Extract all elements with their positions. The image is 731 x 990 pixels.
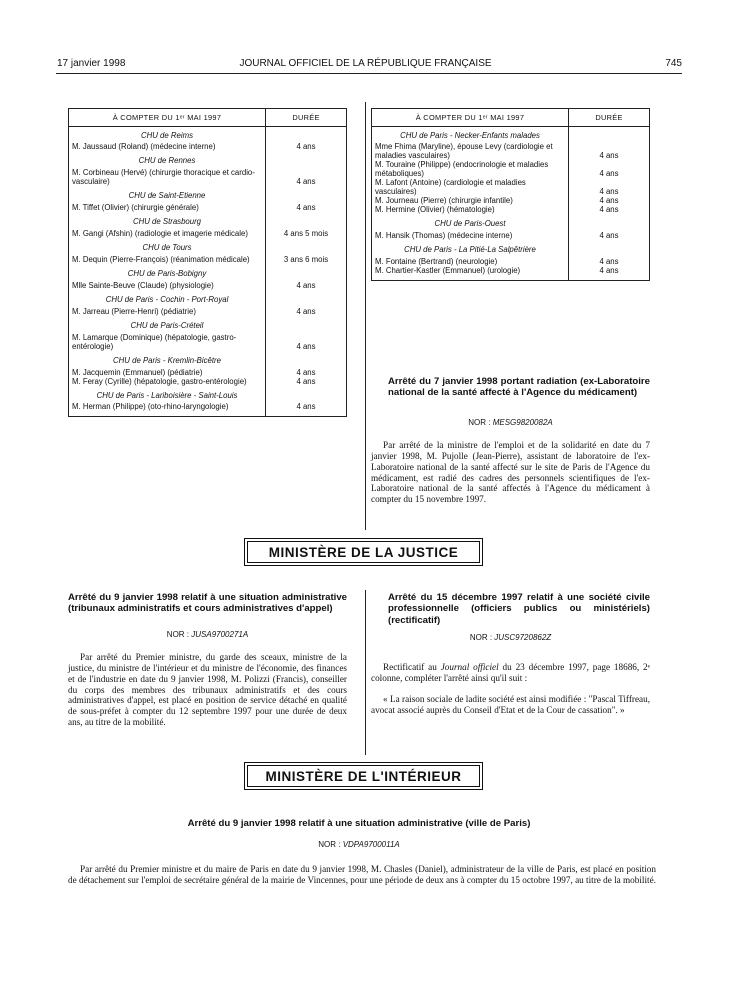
- chu-name: CHU de Saint-Etienne: [69, 187, 266, 204]
- person-entry: M. Feray (Cyrille) (hépatologie, gastro-entérologie): [69, 378, 266, 387]
- chu-name: CHU de Tours: [69, 239, 266, 256]
- chu-name: CHU de Rennes: [69, 152, 266, 169]
- chu-heading-row: [69, 126, 347, 143]
- person-entry: M. Jacquemin (Emmanuel) (pédiatrie): [69, 369, 266, 378]
- column-separator: [365, 102, 366, 530]
- chu-name: CHU de Paris-Créteil: [69, 317, 266, 334]
- duree-value: 3 ans 6 mois: [283, 255, 329, 265]
- person-entry: M. Corbineau (Hervé) (chirurgie thoracique et cardio-vasculaire): [69, 169, 266, 187]
- arrete-medicament-nor: NOR : MESG9820082A: [468, 418, 553, 427]
- chu-heading-row: [372, 241, 650, 258]
- duree-value: 4 ans: [599, 196, 619, 206]
- left-appointments-table: [68, 108, 347, 417]
- person-entry: M. Jaussaud (Roland) (médecine interne): [69, 143, 266, 152]
- arrete-scp-body-2: « La raison sociale de ladite société est ainsi modifiée : "Pascal Tiffreau, avocat associé auprès du Conseil d'Etat et de la Cour de cassation". »: [371, 694, 650, 715]
- arrete-scp-body-1: Rectificatif au Journal officiel du 23 décembre 1997, page 18686, 2ᵉ colonne, compléter l'arrêté ainsi qu'il suit :: [371, 662, 650, 683]
- table-row: [69, 256, 347, 265]
- chu-heading-row: [69, 387, 347, 404]
- chu-name: CHU de Paris-Bobigny: [69, 265, 266, 282]
- chu-name: CHU de Reims: [69, 126, 266, 143]
- duree-value: 4 ans: [599, 151, 619, 161]
- person-entry: M. Dequin (Pierre-François) (réanimation médicale): [69, 256, 266, 265]
- person-entry: M. Herman (Philippe) (oto-rhino-laryngologie): [69, 403, 266, 416]
- chu-name: CHU de Paris-Ouest: [372, 215, 569, 232]
- duree-value: 4 ans: [296, 376, 316, 386]
- arrete-interieur-nor: NOR : VDPA9700011A: [318, 840, 400, 849]
- table-row: [69, 230, 347, 239]
- column-separator-justice: [365, 590, 366, 755]
- arrete-interieur-title: Arrêté du 9 janvier 1998 relatif à une situation administrative (ville de Paris): [187, 818, 531, 829]
- chu-heading-row: [69, 152, 347, 169]
- chu-heading-row: [69, 213, 347, 230]
- person-entry: M. Tiffet (Olivier) (chirurgie générale): [69, 204, 266, 213]
- person-entry: M. Lafont (Antoine) (cardiologie et maladies vasculaires): [372, 179, 569, 197]
- arrete-interieur-body: Par arrêté du Premier ministre et du maire de Paris en date du 9 janvier 1998, M. Chasles (Daniel), administrateur de la ville de Paris, est placé en position de détachement sur l'emploi de secrétaire général de la mairie de Vincennes, pour une période de deux ans à compter du 15 octobre 1997, au titre de la mobilité.: [68, 864, 656, 885]
- duree-value: 4 ans: [296, 280, 316, 290]
- table-row: [372, 206, 650, 215]
- table-row: [372, 161, 650, 179]
- arrete-medicament-title: Arrêté du 7 janvier 1998 portant radiation (ex-Laboratoire national de la santé affecté à l'Agence du médicament): [388, 376, 650, 399]
- table-row: [372, 232, 650, 241]
- duree-value: 4 ans: [296, 203, 316, 213]
- duree-value: 4 ans: [296, 177, 316, 187]
- duree-value: 4 ans: [599, 169, 619, 179]
- chu-name: CHU de Paris - Lariboisière - Saint-Louis: [69, 387, 266, 404]
- duree-value: 4 ans 5 mois: [283, 229, 329, 239]
- chu-heading-row: [69, 352, 347, 369]
- duree-value: 4 ans: [599, 187, 619, 197]
- table-row: [372, 143, 650, 161]
- arrete-justice-title: Arrêté du 9 janvier 1998 relatif à une situation administrative (tribunaux administratifs et cours administratives d'appel): [68, 592, 347, 615]
- table-row: [372, 267, 650, 280]
- left-table-col-date: À COMPTER DU 1ᵉʳ MAI 1997: [69, 109, 266, 127]
- table-row: [69, 204, 347, 213]
- right-table-col-date: À COMPTER DU 1ᵉʳ MAI 1997: [372, 109, 569, 127]
- person-entry: M. Hansik (Thomas) (médecine interne): [372, 232, 569, 241]
- table-row: [69, 308, 347, 317]
- duree-value: 4 ans: [599, 256, 619, 266]
- chu-heading-row: [69, 291, 347, 308]
- person-entry: M. Journeau (Pierre) (chirurgie infantile): [372, 197, 569, 206]
- duree-value: 4 ans: [296, 367, 316, 377]
- right-table-col-duree: DURÉE: [569, 109, 650, 127]
- table-row: [69, 334, 347, 352]
- table-row: [69, 403, 347, 416]
- left-table-col-duree: DURÉE: [266, 109, 347, 127]
- chu-name: CHU de Paris - Necker-Enfants malades: [372, 126, 569, 143]
- right-appointments-table: [371, 108, 650, 281]
- duree-value: 4 ans: [296, 306, 316, 316]
- chu-name: CHU de Paris - Kremlin-Bicêtre: [69, 352, 266, 369]
- duree-value: 4 ans: [599, 205, 619, 215]
- arrete-scp-nor: NOR : JUSC9720862Z: [469, 633, 552, 642]
- person-entry: M. Chartier-Kastler (Emmanuel) (urologie): [372, 267, 569, 280]
- arrete-justice-nor: NOR : JUSA9700271A: [166, 630, 249, 639]
- duree-value: 4 ans: [296, 142, 316, 152]
- duree-value: 4 ans: [599, 231, 619, 241]
- chu-heading-row: [372, 215, 650, 232]
- ministere-interieur-heading: MINISTÈRE DE L'INTÉRIEUR: [244, 762, 483, 790]
- arrete-scp-title: Arrêté du 15 décembre 1997 relatif à une société civile professionnelle (officiers publics ou ministériels) (rectificatif): [388, 592, 650, 626]
- person-entry: Mlle Sainte-Beuve (Claude) (physiologie): [69, 282, 266, 291]
- table-row: [69, 378, 347, 387]
- table-row: [69, 282, 347, 291]
- header-rule: [56, 73, 682, 74]
- person-entry: M. Touraine (Philippe) (endocrinologie et maladies métaboliques): [372, 161, 569, 179]
- table-row: [69, 143, 347, 152]
- chu-heading-row: [372, 126, 650, 143]
- person-entry: M. Lamarque (Dominique) (hépatologie, gastro-entérologie): [69, 334, 266, 352]
- header-page-number: 745: [665, 58, 682, 69]
- person-entry: M. Jarreau (Pierre-Henri) (pédiatrie): [69, 308, 266, 317]
- table-row: [69, 169, 347, 187]
- duree-value: 4 ans: [599, 265, 619, 275]
- person-entry: M. Fontaine (Bertrand) (neurologie): [372, 258, 569, 267]
- duree-value: 4 ans: [296, 402, 316, 412]
- chu-heading-row: [69, 317, 347, 334]
- person-entry: M. Gangi (Afshin) (radiologie et imagerie médicale): [69, 230, 266, 239]
- arrete-medicament-body: Par arrêté de la ministre de l'emploi et de la solidarité en date du 7 janvier 1998, M. Pujolle (Jean-Pierre), assistant de laboratoire de l'ex-Laboratoire national de la santé affecté sur le site de Paris de l'Agence du médicament, est radié des cadres des personnels scientifiques de l'ex-Laboratoire national de la santé affectés à l'Agence du médicament à compter du 15 novembre 1997.: [371, 440, 650, 505]
- arrete-justice-body: Par arrêté du Premier ministre, du garde des sceaux, ministre de la justice, du ministre de l'intérieur et du ministre de l'économie, des finances et de l'industrie en date du 9 janvier 1998, M. Polizzi (Francis), conseiller du corps des membres des tribunaux administratifs et des cours administratives d'appel, est placé en position de service détaché en qualité de sous-préfet à compter du 12 septembre 1997 pour une durée de deux ans, au titre de la mobilité.: [68, 652, 347, 728]
- header-date: 17 janvier 1998: [57, 58, 126, 69]
- person-entry: Mme Fhima (Maryline), épouse Levy (cardiologie et maladies vasculaires): [372, 143, 569, 161]
- chu-heading-row: [69, 187, 347, 204]
- chu-name: CHU de Strasbourg: [69, 213, 266, 230]
- chu-name: CHU de Paris - La Pitié-La Salpêtrière: [372, 241, 569, 258]
- duree-value: 4 ans: [296, 341, 316, 351]
- person-entry: M. Hermine (Olivier) (hématologie): [372, 206, 569, 215]
- ministere-justice-heading: MINISTÈRE DE LA JUSTICE: [244, 538, 483, 566]
- chu-heading-row: [69, 265, 347, 282]
- chu-heading-row: [69, 239, 347, 256]
- chu-name: CHU de Paris - Cochin - Port-Royal: [69, 291, 266, 308]
- header-journal-title: JOURNAL OFFICIEL DE LA RÉPUBLIQUE FRANÇAISE: [239, 58, 492, 69]
- table-row: [372, 179, 650, 197]
